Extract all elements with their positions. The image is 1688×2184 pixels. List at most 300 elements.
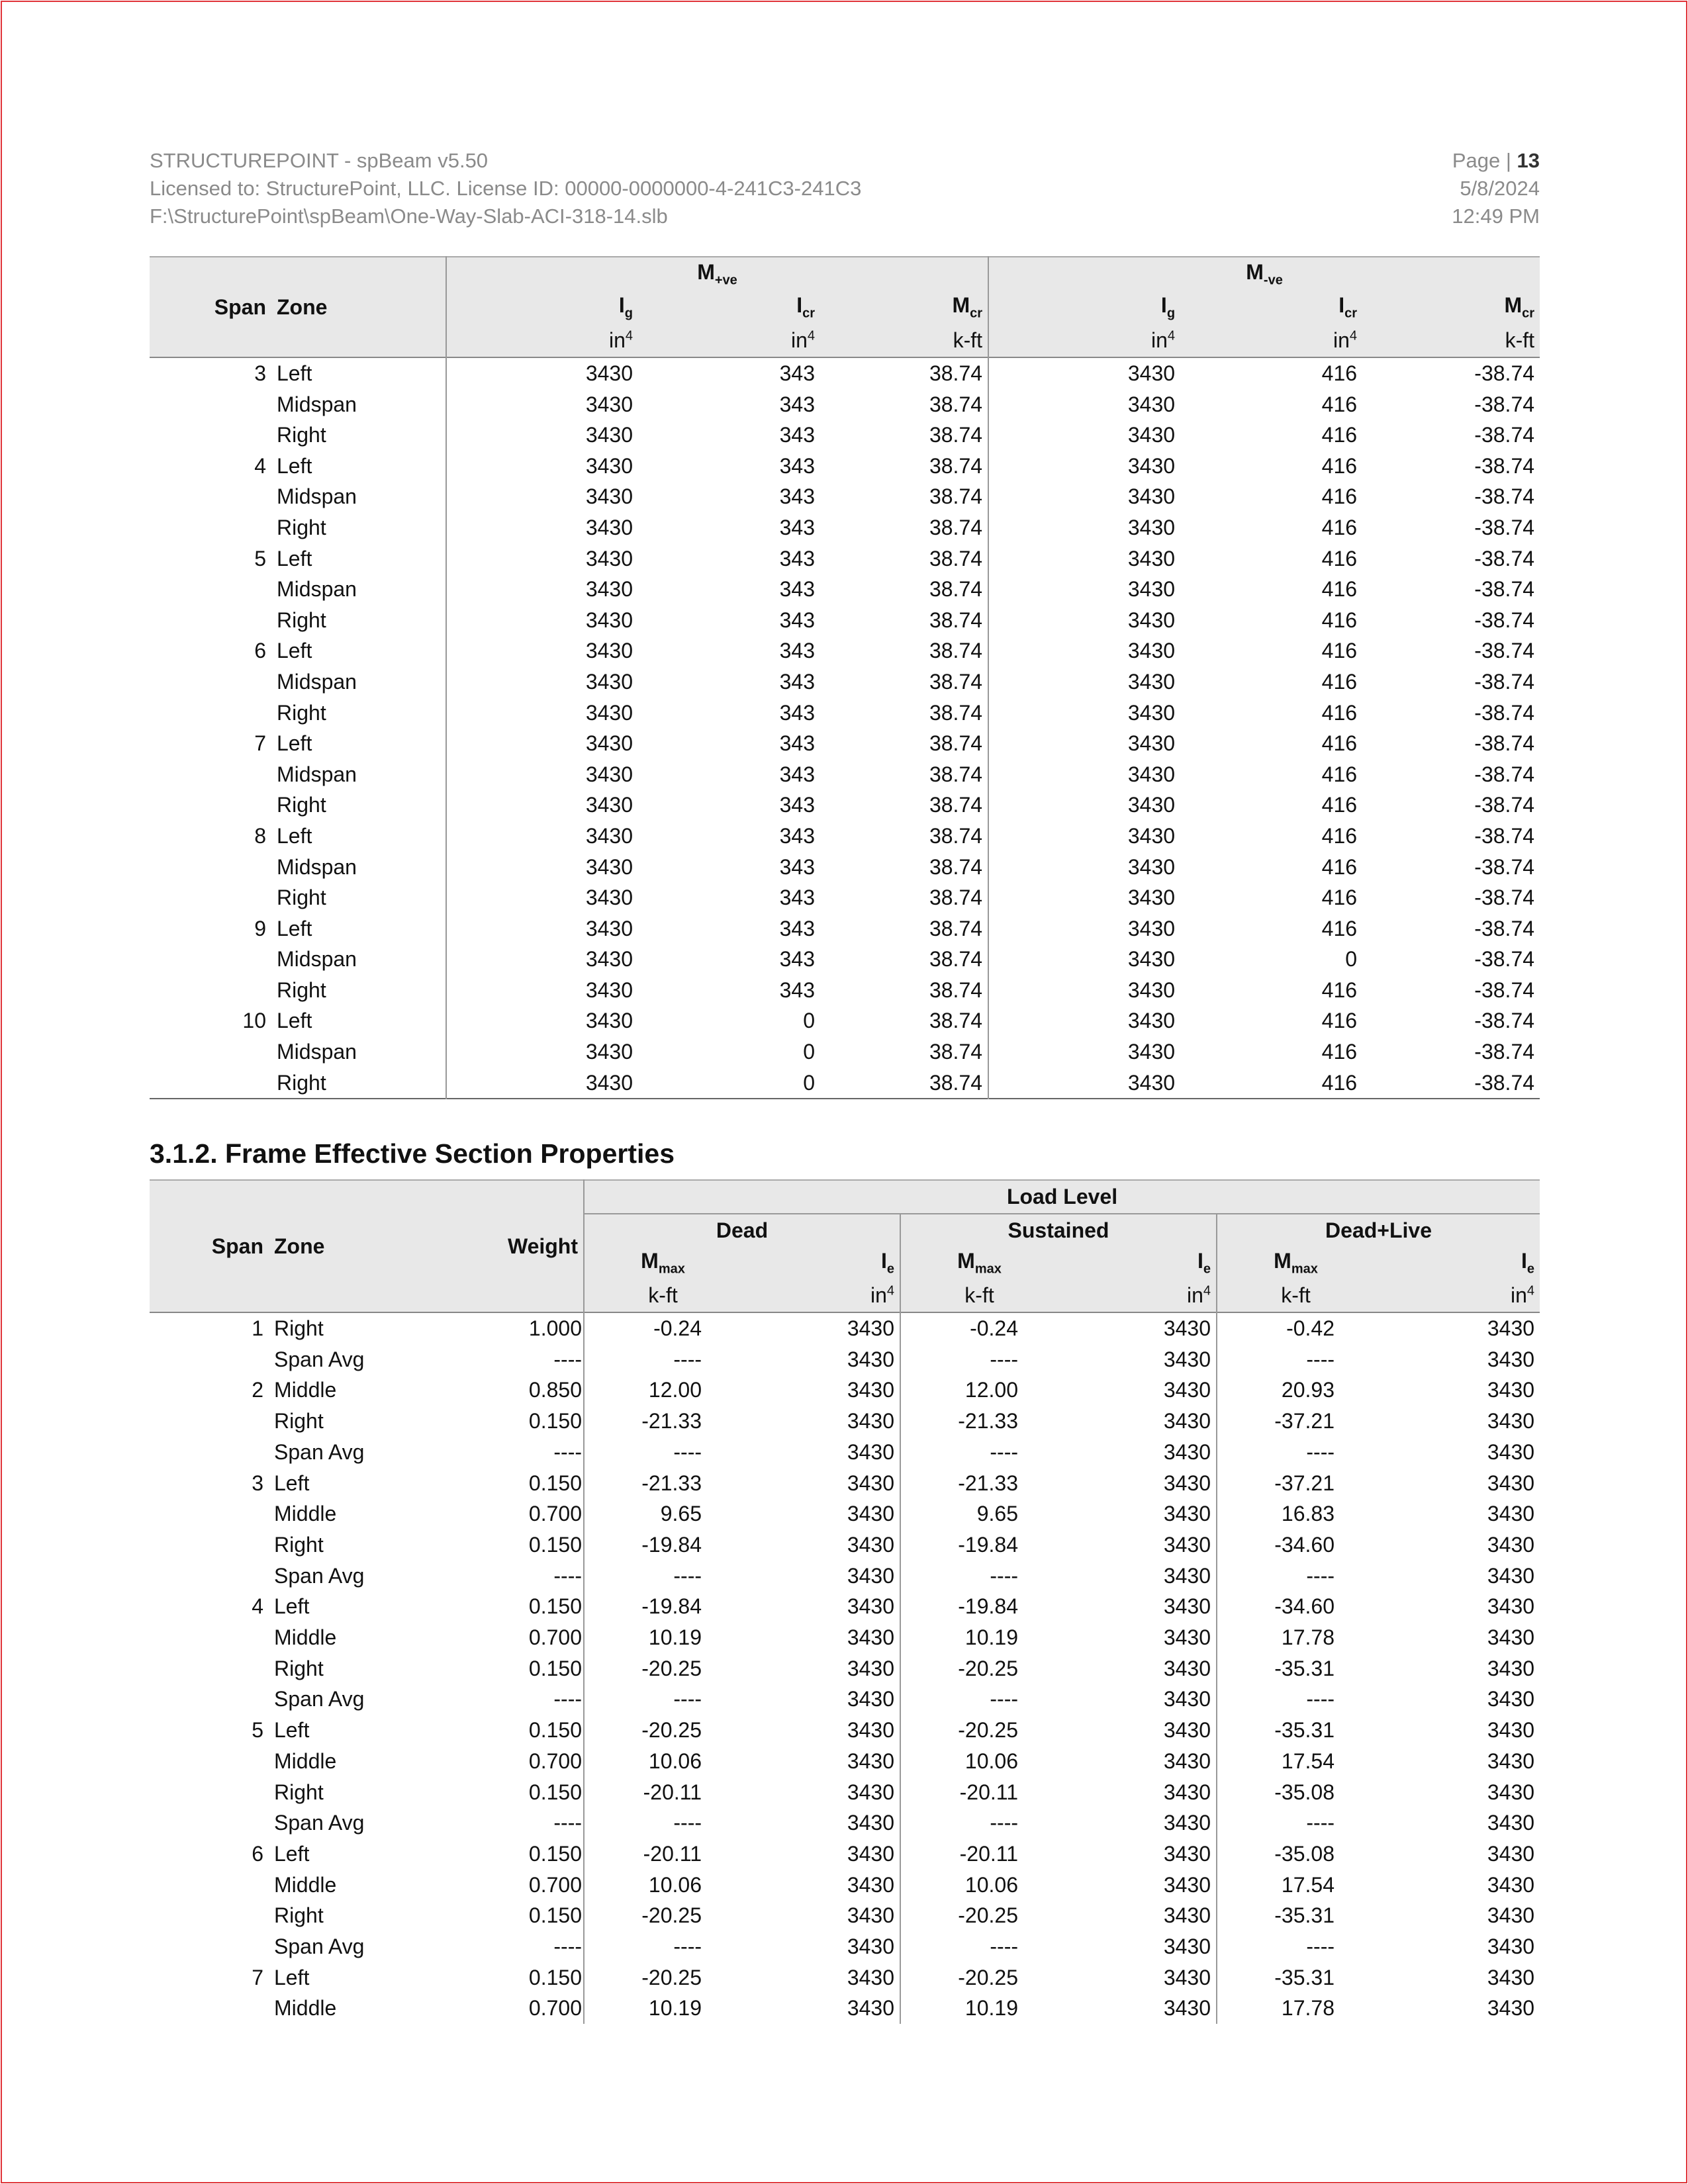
mmax-sustained-cell: 12.00	[900, 1375, 1058, 1406]
icr-pos-cell: 343	[779, 823, 815, 848]
table-row	[150, 759, 1540, 790]
icr-pos-cell: 0	[803, 1070, 815, 1095]
table-row	[150, 1684, 1540, 1715]
weight-cell: 0.150	[528, 1594, 582, 1619]
zone-cell: Left	[274, 1594, 310, 1619]
mmax-sustained-cell: 10.06	[900, 1870, 1058, 1901]
table-row	[150, 944, 1540, 975]
ig-pos-cell: 3430	[446, 852, 638, 883]
span-cell: 3	[254, 361, 266, 385]
mmax-sustained-cell: ----	[900, 1561, 1058, 1592]
ie-dead-cell: 3430	[847, 1656, 894, 1680]
group-m-positive: $M_{+ve}$	[446, 257, 988, 291]
ig-neg-cell: 3430	[988, 975, 1180, 1006]
col-mcr-neg: $M_{cr}$	[1362, 291, 1540, 324]
ie-sustained-cell: 3430	[1163, 1502, 1211, 1526]
zone-cell: Left	[277, 639, 312, 663]
icr-neg-cell: 416	[1321, 916, 1358, 940]
mcr-neg-cell: -38.74	[1474, 978, 1535, 1002]
ie-sustained-cell: 3430	[1163, 1409, 1211, 1433]
ie-dead-live-cell: 3430	[1487, 1749, 1535, 1773]
ig-neg-cell: 3430	[988, 944, 1180, 975]
weight-cell: 0.150	[528, 1471, 582, 1495]
span-cell	[150, 698, 271, 729]
icr-pos-cell: 343	[779, 916, 815, 940]
mmax-dead-cell: 10.19	[584, 1622, 741, 1653]
zone-cell: Left	[274, 1965, 310, 1989]
col-zone: Zone	[271, 257, 446, 357]
table-row	[150, 1993, 1540, 2024]
icr-neg-cell: 0	[1345, 947, 1358, 972]
icr-pos-cell: 343	[779, 669, 815, 694]
icr-pos-cell: 343	[779, 854, 815, 879]
icr-pos-cell: 343	[779, 484, 815, 509]
mmax-dead-cell: 10.06	[584, 1870, 741, 1901]
span-cell	[150, 882, 271, 913]
zone-cell: Span Avg	[274, 1811, 365, 1835]
table-row	[150, 882, 1540, 913]
icr-neg-cell: 416	[1321, 823, 1358, 848]
zone-cell: Middle	[274, 1749, 337, 1773]
ie-dead-live-cell: 3430	[1487, 1841, 1535, 1866]
table-row	[150, 698, 1540, 729]
ig-neg-cell: 3430	[988, 605, 1180, 636]
mcr-pos-cell: 38.74	[929, 1009, 983, 1033]
table-row	[150, 1036, 1540, 1068]
icr-pos-cell: 0	[803, 1009, 815, 1033]
ig-neg-cell: 3430	[988, 666, 1180, 698]
unit-in4: $in^4$	[446, 324, 638, 357]
zone-cell: Span Avg	[274, 1347, 365, 1371]
report-date: 5/8/2024	[1460, 177, 1540, 200]
col-span: Span	[150, 1180, 269, 1312]
span-cell: 5	[254, 546, 266, 570]
icr-neg-cell: 416	[1321, 1070, 1358, 1095]
icr-neg-cell: 416	[1321, 700, 1358, 725]
span-cell: 6	[252, 1841, 263, 1866]
table-row	[150, 1807, 1540, 1839]
ig-neg-cell: 3430	[988, 882, 1180, 913]
mmax-sustained-cell: 9.65	[900, 1498, 1058, 1529]
zone-cell: Left	[274, 1471, 310, 1495]
mcr-neg-cell: -38.74	[1474, 484, 1535, 509]
report-time: 12:49 PM	[1452, 205, 1540, 228]
mmax-sustained-cell: ----	[900, 1344, 1058, 1375]
zone-cell: Midspan	[277, 947, 357, 972]
table-row	[150, 1962, 1540, 1993]
weight-cell: ----	[553, 1563, 582, 1588]
mmax-sustained-cell: -0.24	[900, 1312, 1058, 1344]
span-cell	[150, 512, 271, 543]
weight-cell: 0.150	[528, 1965, 582, 1989]
mcr-pos-cell: 38.74	[929, 762, 983, 786]
ie-sustained-cell: 3430	[1163, 1656, 1211, 1680]
unit-in4: $in^4$	[1374, 1279, 1540, 1312]
file-path: F:\StructurePoint\spBeam\One-Way-Slab-ACI-318-14.slb	[150, 205, 668, 228]
span-cell	[150, 1931, 269, 1962]
table-row	[150, 1561, 1540, 1592]
ig-neg-cell: 3430	[988, 574, 1180, 605]
page-number: 13	[1517, 149, 1540, 172]
mmax-dead-live-cell: ----	[1217, 1684, 1374, 1715]
mcr-pos-cell: 38.74	[929, 731, 983, 756]
span-cell	[150, 1807, 269, 1839]
ig-pos-cell: 3430	[446, 574, 638, 605]
zone-cell: Left	[277, 823, 312, 848]
zone-cell: Span Avg	[274, 1439, 365, 1464]
mcr-neg-cell: -38.74	[1474, 453, 1535, 478]
mmax-dead-live-cell: -37.21	[1217, 1468, 1374, 1499]
ig-pos-cell: 3430	[446, 698, 638, 729]
span-cell: 1	[252, 1316, 263, 1340]
ie-dead-cell: 3430	[847, 1718, 894, 1743]
zone-cell: Middle	[274, 1872, 337, 1897]
zone-cell: Right	[274, 1656, 324, 1680]
weight-cell: 0.150	[528, 1780, 582, 1804]
group-dead-live: Dead+Live	[1217, 1214, 1540, 1247]
ig-neg-cell: 3430	[988, 1036, 1180, 1068]
mcr-pos-cell: 38.74	[929, 1040, 983, 1064]
col-ie-sustained: $I_e$	[1058, 1247, 1217, 1279]
mcr-neg-cell: -38.74	[1474, 546, 1535, 570]
span-cell: 3	[252, 1471, 263, 1495]
ig-pos-cell: 3430	[446, 605, 638, 636]
report-header	[150, 147, 861, 230]
weight-cell: 0.700	[528, 1502, 582, 1526]
ig-pos-cell: 3430	[446, 635, 638, 666]
mmax-dead-live-cell: -34.60	[1217, 1591, 1374, 1622]
mcr-neg-cell: -38.74	[1474, 577, 1535, 602]
icr-neg-cell: 416	[1321, 639, 1358, 663]
ig-neg-cell: 3430	[988, 821, 1180, 852]
icr-neg-cell: 416	[1321, 731, 1358, 756]
col-ig-pos: $I_g$	[446, 291, 638, 324]
mmax-sustained-cell: -20.11	[900, 1839, 1058, 1870]
zone-cell: Span Avg	[274, 1934, 365, 1959]
table-row	[150, 635, 1540, 666]
ig-neg-cell: 3430	[988, 1068, 1180, 1099]
mmax-dead-cell: -20.25	[584, 1900, 741, 1931]
col-ie-dead: $I_e$	[741, 1247, 900, 1279]
span-cell	[150, 666, 271, 698]
ig-pos-cell: 3430	[446, 913, 638, 944]
table-row	[150, 1005, 1540, 1036]
ie-sustained-cell: 3430	[1163, 1996, 1211, 2021]
ie-dead-live-cell: 3430	[1487, 1563, 1535, 1588]
table-row	[150, 666, 1540, 698]
mcr-neg-cell: -38.74	[1474, 1070, 1535, 1095]
mmax-sustained-cell: 10.19	[900, 1993, 1058, 2024]
mmax-sustained-cell: 10.06	[900, 1746, 1058, 1777]
mcr-pos-cell: 38.74	[929, 669, 983, 694]
group-load-level: Load Level	[584, 1180, 1540, 1214]
weight-cell: 1.000	[528, 1316, 582, 1340]
table-row	[150, 481, 1540, 512]
ie-sustained-cell: 3430	[1163, 1903, 1211, 1928]
ie-dead-cell: 3430	[847, 1965, 894, 1989]
span-cell	[150, 420, 271, 451]
mmax-dead-live-cell: 20.93	[1217, 1375, 1374, 1406]
table-row	[150, 1622, 1540, 1653]
span-cell: 8	[254, 823, 266, 848]
ig-neg-cell: 3430	[988, 728, 1180, 759]
mmax-dead-live-cell: -35.31	[1217, 1962, 1374, 1993]
span-cell	[150, 1344, 269, 1375]
ie-sustained-cell: 3430	[1163, 1532, 1211, 1557]
ie-sustained-cell: 3430	[1163, 1965, 1211, 1989]
mmax-dead-live-cell: 17.54	[1217, 1870, 1374, 1901]
ie-dead-live-cell: 3430	[1487, 1996, 1535, 2021]
ig-pos-cell: 3430	[446, 512, 638, 543]
mcr-neg-cell: -38.74	[1474, 762, 1535, 786]
unit-kft: k-ft	[1362, 324, 1540, 357]
icr-neg-cell: 416	[1321, 423, 1358, 447]
weight-cell: 0.150	[528, 1532, 582, 1557]
mmax-dead-live-cell: -35.08	[1217, 1839, 1374, 1870]
ig-pos-cell: 3430	[446, 666, 638, 698]
ie-dead-cell: 3430	[847, 1502, 894, 1526]
span-cell	[150, 1993, 269, 2024]
span-cell	[150, 1406, 269, 1437]
mmax-dead-live-cell: -35.08	[1217, 1777, 1374, 1808]
col-span: Span	[150, 257, 271, 357]
ie-dead-cell: 3430	[847, 1378, 894, 1402]
zone-cell: Midspan	[277, 392, 357, 416]
span-cell	[150, 389, 271, 420]
icr-neg-cell: 416	[1321, 854, 1358, 879]
mmax-sustained-cell: ----	[900, 1807, 1058, 1839]
span-cell	[150, 481, 271, 512]
zone-cell: Midspan	[277, 854, 357, 879]
mcr-neg-cell: -38.74	[1474, 823, 1535, 848]
ig-pos-cell: 3430	[446, 975, 638, 1006]
ie-sustained-cell: 3430	[1163, 1625, 1211, 1650]
mcr-pos-cell: 38.74	[929, 484, 983, 509]
ie-sustained-cell: 3430	[1163, 1934, 1211, 1959]
mcr-pos-cell: 38.74	[929, 639, 983, 663]
unit-in4: $in^4$	[638, 324, 820, 357]
ie-dead-cell: 3430	[847, 1439, 894, 1464]
ig-neg-cell: 3430	[988, 698, 1180, 729]
ie-sustained-cell: 3430	[1163, 1378, 1211, 1402]
mcr-neg-cell: -38.74	[1474, 639, 1535, 663]
ie-dead-live-cell: 3430	[1487, 1347, 1535, 1371]
unit-in4: $in^4$	[1058, 1279, 1217, 1312]
mmax-dead-live-cell: 17.54	[1217, 1746, 1374, 1777]
weight-cell: 0.850	[528, 1378, 582, 1402]
table-row	[150, 357, 1540, 389]
table-row	[150, 1591, 1540, 1622]
unit-kft: k-ft	[820, 324, 988, 357]
mcr-neg-cell: -38.74	[1474, 916, 1535, 940]
icr-neg-cell: 416	[1321, 577, 1358, 602]
zone-cell: Midspan	[277, 484, 357, 509]
zone-cell: Midspan	[277, 1040, 357, 1064]
mmax-dead-cell: 10.06	[584, 1746, 741, 1777]
zone-cell: Right	[277, 608, 326, 632]
weight-cell: ----	[553, 1687, 582, 1711]
mmax-dead-live-cell: -34.60	[1217, 1529, 1374, 1561]
icr-pos-cell: 343	[779, 762, 815, 786]
mmax-sustained-cell: -20.25	[900, 1653, 1058, 1684]
table-row	[150, 605, 1540, 636]
zone-cell: Right	[277, 886, 326, 910]
ie-dead-live-cell: 3430	[1487, 1502, 1535, 1526]
table-row	[150, 790, 1540, 821]
mmax-dead-live-cell: ----	[1217, 1561, 1374, 1592]
span-cell: 7	[254, 731, 266, 756]
span-cell: 2	[252, 1378, 263, 1402]
ig-neg-cell: 3430	[988, 357, 1180, 389]
icr-pos-cell: 343	[779, 886, 815, 910]
unit-kft: k-ft	[1217, 1279, 1374, 1312]
report-header-right	[1452, 147, 1540, 230]
mcr-pos-cell: 38.74	[929, 608, 983, 632]
icr-neg-cell: 416	[1321, 793, 1358, 817]
ie-dead-cell: 3430	[847, 1841, 894, 1866]
mmax-dead-live-cell: -35.31	[1217, 1653, 1374, 1684]
icr-neg-cell: 416	[1321, 978, 1358, 1002]
ie-dead-live-cell: 3430	[1487, 1439, 1535, 1464]
weight-cell: ----	[553, 1347, 582, 1371]
span-cell	[150, 1777, 269, 1808]
mcr-pos-cell: 38.74	[929, 453, 983, 478]
icr-neg-cell: 416	[1321, 484, 1358, 509]
ig-pos-cell: 3430	[446, 389, 638, 420]
ie-dead-live-cell: 3430	[1487, 1687, 1535, 1711]
table-row	[150, 1406, 1540, 1437]
ie-dead-live-cell: 3430	[1487, 1656, 1535, 1680]
span-cell	[150, 1529, 269, 1561]
ig-neg-cell: 3430	[988, 451, 1180, 482]
span-cell	[150, 790, 271, 821]
span-cell	[150, 1653, 269, 1684]
ie-dead-live-cell: 3430	[1487, 1934, 1535, 1959]
table-row	[150, 1437, 1540, 1468]
mcr-neg-cell: -38.74	[1474, 731, 1535, 756]
ig-neg-cell: 3430	[988, 389, 1180, 420]
ie-dead-live-cell: 3430	[1487, 1409, 1535, 1433]
mcr-neg-cell: -38.74	[1474, 361, 1535, 385]
ie-dead-cell: 3430	[847, 1347, 894, 1371]
mmax-dead-live-cell: ----	[1217, 1807, 1374, 1839]
zone-cell: Left	[277, 361, 312, 385]
mmax-dead-cell: 9.65	[584, 1498, 741, 1529]
ie-dead-live-cell: 3430	[1487, 1471, 1535, 1495]
ie-sustained-cell: 3430	[1163, 1841, 1211, 1866]
mmax-dead-live-cell: -0.42	[1217, 1312, 1374, 1344]
ie-sustained-cell: 3430	[1163, 1563, 1211, 1588]
ig-neg-cell: 3430	[988, 852, 1180, 883]
mcr-neg-cell: -38.74	[1474, 423, 1535, 447]
mcr-neg-cell: -38.74	[1474, 854, 1535, 879]
zone-cell: Left	[274, 1718, 310, 1743]
icr-pos-cell: 343	[779, 392, 815, 416]
mmax-dead-cell: -20.11	[584, 1777, 741, 1808]
app-name: STRUCTUREPOINT - spBeam v5.50	[150, 149, 489, 172]
icr-pos-cell: 343	[779, 515, 815, 539]
zone-cell: Right	[277, 793, 326, 817]
ig-pos-cell: 3430	[446, 790, 638, 821]
mmax-dead-live-cell: 17.78	[1217, 1622, 1374, 1653]
ie-dead-cell: 3430	[847, 1934, 894, 1959]
ie-sustained-cell: 3430	[1163, 1687, 1211, 1711]
license-line: Licensed to: StructurePoint, LLC. License ID: 00000-0000000-4-241C3-241C3	[150, 177, 862, 200]
table-row	[150, 1344, 1540, 1375]
zone-cell: Right	[277, 423, 326, 447]
ig-neg-cell: 3430	[988, 635, 1180, 666]
icr-neg-cell: 416	[1321, 392, 1358, 416]
mcr-neg-cell: -38.74	[1474, 669, 1535, 694]
ig-pos-cell: 3430	[446, 357, 638, 389]
ie-sustained-cell: 3430	[1163, 1347, 1211, 1371]
ie-dead-cell: 3430	[847, 1594, 894, 1619]
icr-pos-cell: 343	[779, 423, 815, 447]
zone-cell: Right	[274, 1903, 324, 1928]
mmax-dead-cell: -20.25	[584, 1715, 741, 1746]
ie-dead-live-cell: 3430	[1487, 1718, 1535, 1743]
icr-pos-cell: 0	[803, 1040, 815, 1064]
mmax-sustained-cell: -19.84	[900, 1591, 1058, 1622]
span-cell	[150, 1746, 269, 1777]
span-cell: 6	[254, 639, 266, 663]
icr-pos-cell: 343	[779, 947, 815, 972]
weight-cell: 0.700	[528, 1996, 582, 2021]
zone-cell: Midspan	[277, 762, 357, 786]
unit-in4: $in^4$	[988, 324, 1180, 357]
table-row	[150, 1900, 1540, 1931]
zone-cell: Left	[277, 1009, 312, 1033]
icr-neg-cell: 416	[1321, 453, 1358, 478]
ig-neg-cell: 3430	[988, 420, 1180, 451]
icr-pos-cell: 343	[779, 639, 815, 663]
span-cell	[150, 1561, 269, 1592]
ig-pos-cell: 3430	[446, 882, 638, 913]
table-row	[150, 1375, 1540, 1406]
mmax-dead-cell: ----	[584, 1344, 741, 1375]
span-cell	[150, 759, 271, 790]
ie-dead-live-cell: 3430	[1487, 1811, 1535, 1835]
col-weight: Weight	[418, 1180, 584, 1312]
ie-dead-cell: 3430	[847, 1316, 894, 1340]
mcr-neg-cell: -38.74	[1474, 515, 1535, 539]
span-cell: 10	[242, 1009, 266, 1033]
mmax-dead-cell: ----	[584, 1931, 741, 1962]
table-row	[150, 852, 1540, 883]
ig-pos-cell: 3430	[446, 1068, 638, 1099]
ie-dead-live-cell: 3430	[1487, 1378, 1535, 1402]
mmax-dead-live-cell: -37.21	[1217, 1406, 1374, 1437]
mmax-sustained-cell: -21.33	[900, 1468, 1058, 1499]
ie-sustained-cell: 3430	[1163, 1811, 1211, 1835]
mcr-pos-cell: 38.74	[929, 854, 983, 879]
mmax-dead-cell: -21.33	[584, 1406, 741, 1437]
icr-pos-cell: 343	[779, 793, 815, 817]
span-cell: 9	[254, 916, 266, 940]
mmax-dead-cell: -20.11	[584, 1839, 741, 1870]
unit-kft: k-ft	[584, 1279, 741, 1312]
zone-cell: Middle	[274, 1378, 337, 1402]
span-cell	[150, 1900, 269, 1931]
mmax-dead-cell: 12.00	[584, 1375, 741, 1406]
mcr-pos-cell: 38.74	[929, 392, 983, 416]
ie-dead-cell: 3430	[847, 1811, 894, 1835]
col-mmax-dead: $M_{max}$	[584, 1247, 741, 1279]
mmax-dead-cell: ----	[584, 1684, 741, 1715]
span-cell: 4	[252, 1594, 263, 1619]
mmax-dead-cell: ----	[584, 1807, 741, 1839]
mcr-pos-cell: 38.74	[929, 886, 983, 910]
